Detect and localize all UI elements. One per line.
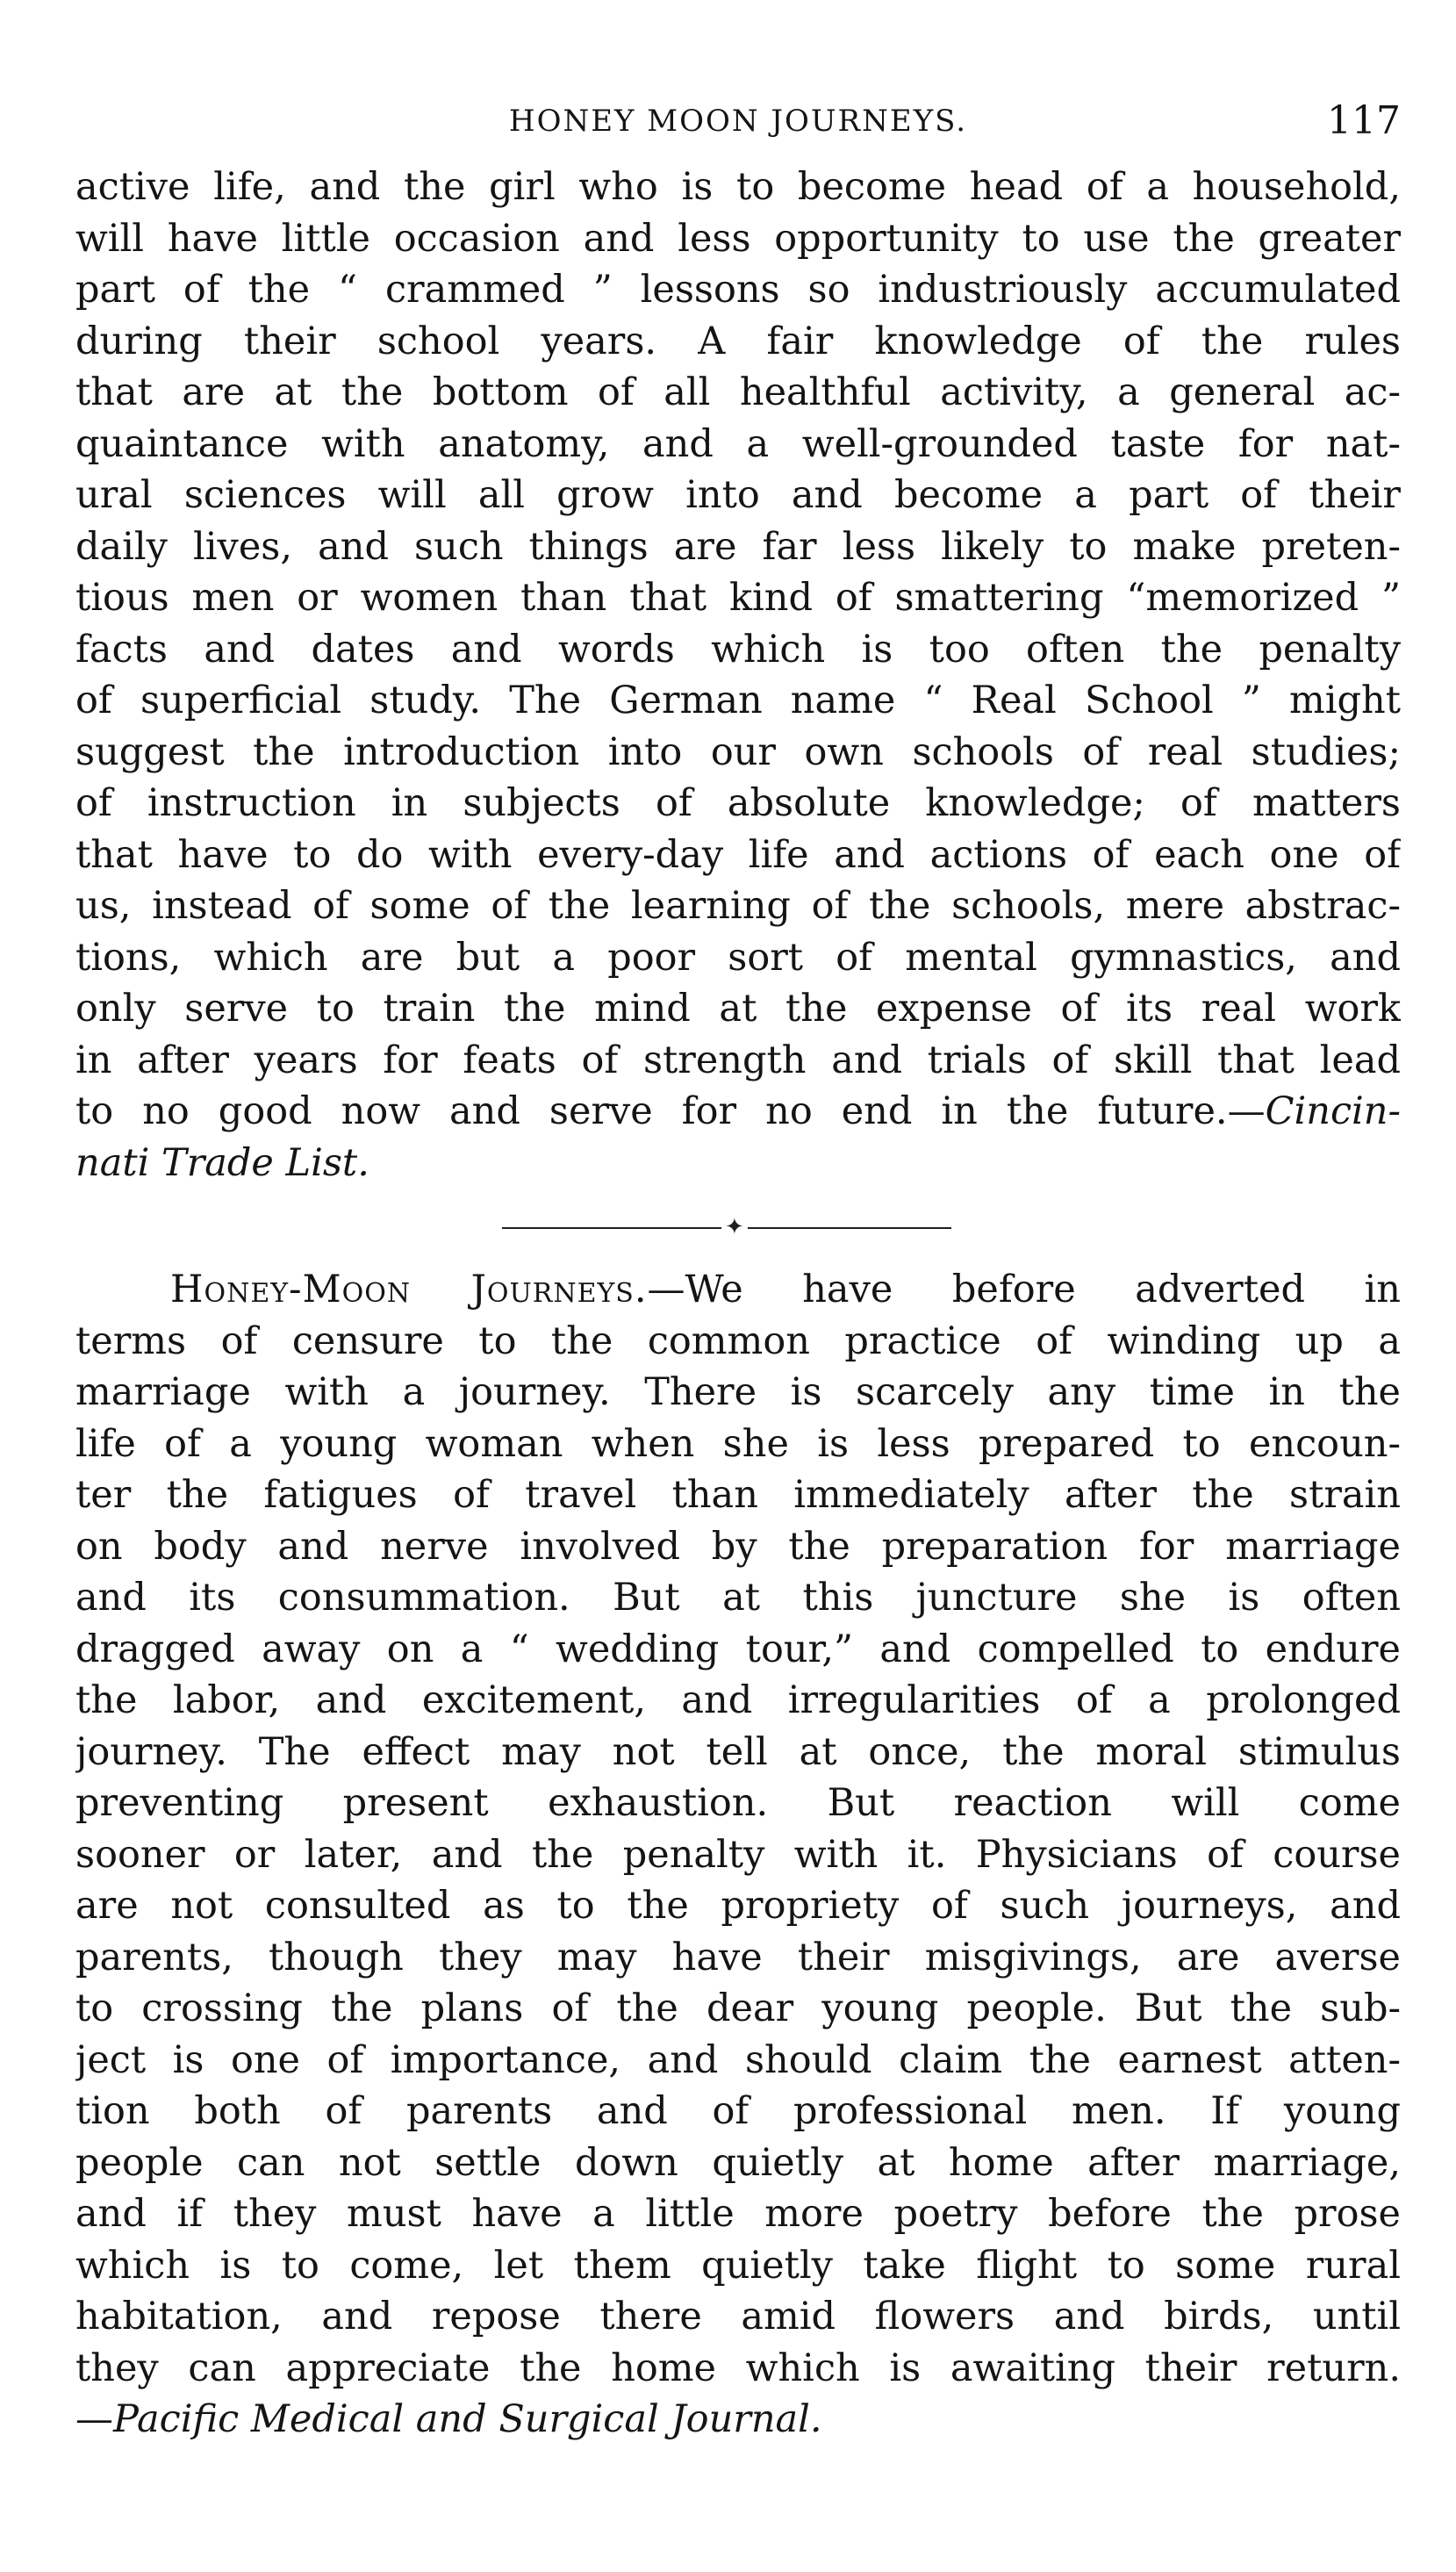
- text-line: in after years for feats of strength and trials of skill that lead: [75, 1038, 1401, 1082]
- text-line: facts and dates and words which is too often the penalty: [75, 627, 1401, 672]
- text-line: ject is one of importance, and should claim the earnest atten-: [75, 2037, 1401, 2082]
- text-line-body: —We have before adverted in: [647, 1268, 1401, 1311]
- running-title: HONEY MOON JOURNEYS.: [508, 104, 968, 139]
- text-line: and if they must have a little more poetry before the prose: [75, 2192, 1401, 2236]
- text-line: quaintance with anatomy, and a well-grounded taste for nat-: [75, 421, 1401, 466]
- paragraph: [75, 1264, 1401, 2446]
- section-divider: [75, 1197, 1401, 1259]
- text-line: dragged away on a “ wedding tour,” and compelled to endure: [75, 1627, 1401, 1671]
- source-citation: —Pacific Medical and Surgical Journal.: [75, 2397, 822, 2441]
- text-line: tion both of parents and of professional men. If young: [75, 2089, 1401, 2133]
- text-line: [75, 1086, 1401, 1138]
- text-line: habitation, and repose there amid flowers and birds, until: [75, 2295, 1401, 2339]
- text-line: during their school years. A fair knowledge of the rules: [75, 319, 1401, 363]
- text-line: daily lives, and such things are far less likely to make preten-: [75, 524, 1401, 569]
- source-citation-part2: nati Trade List.: [75, 1140, 369, 1185]
- text-line: terms of censure to the common practice of winding up a: [75, 1318, 1401, 1363]
- text-line: preventing present exhaustion. But reaction will come: [75, 1781, 1401, 1825]
- text-line: journey. The effect may not tell at once, the moral stimulus: [75, 1729, 1401, 1774]
- text-line: to crossing the plans of the dear young people. But the sub-: [75, 1986, 1401, 2030]
- article-cincinnati-trade-list: [75, 162, 1401, 1189]
- paragraph: [75, 162, 1401, 1189]
- article-honey-moon-journeys: [75, 1264, 1401, 2446]
- text-line: which is to come, let them quietly take flight to some rural: [75, 2243, 1401, 2288]
- text-line: people can not settle down quietly at home after marriage,: [75, 2140, 1401, 2185]
- text-line: suggest the introduction into our own schools of real studies;: [75, 729, 1401, 774]
- text-line: [75, 1138, 1401, 1189]
- text-line: [75, 1264, 1401, 1316]
- text-line: only serve to train the mind at the expense of its real work: [75, 987, 1401, 1031]
- text-line: parents, though they may have their misgivings, are averse: [75, 1935, 1401, 1979]
- text-line: that have to do with every-day life and actions of each one of: [75, 832, 1401, 877]
- text-line: are not consulted as to the propriety of such journeys, and: [75, 1884, 1401, 1928]
- source-citation-part1: Cincin-: [1265, 1089, 1401, 1133]
- text-line: tious men or women than that kind of smattering “memorized ”: [75, 576, 1401, 620]
- page: [75, 88, 1401, 2446]
- text-line: sooner or later, and the penalty with it. Physicians of course: [75, 1832, 1401, 1877]
- text-line: us, instead of some of the learning of the schools, mere abstrac-: [75, 884, 1401, 928]
- divider-ornament-icon: ✦: [721, 1216, 748, 1239]
- text-line: and its consummation. But at this juncture she is often: [75, 1576, 1401, 1620]
- text-line: ter the fatigues of travel than immediately after the strain: [75, 1473, 1401, 1517]
- text-line: marriage with a journey. There is scarcely any time in the: [75, 1370, 1401, 1414]
- text-line: on body and nerve involved by the preparation for marriage: [75, 1524, 1401, 1569]
- article-heading: Honey-Moon Journeys.: [170, 1268, 648, 1311]
- text-line: of superficial study. The German name “ Real School ” might: [75, 679, 1401, 722]
- page-number: 117: [1327, 98, 1401, 143]
- text-line: of instruction in subjects of absolute knowledge; of matters: [75, 781, 1401, 825]
- text-line: they can appreciate the home which is awaiting their return.: [75, 2346, 1401, 2390]
- text-line: part of the “ crammed ” lessons so industriously accumulated: [75, 268, 1401, 312]
- running-head: [75, 88, 1401, 143]
- text-line: [75, 2394, 1401, 2446]
- text-line: tions, which are but a poor sort of mental gymnastics, and: [75, 935, 1401, 980]
- text-line: that are at the bottom of all healthful activity, a general ac-: [75, 370, 1401, 414]
- text-line: active life, and the girl who is to become head of a household,: [75, 165, 1401, 209]
- text-line: ural sciences will all grow into and become a part of their: [75, 473, 1401, 517]
- text-line: life of a young woman when she is less prepared to encoun-: [75, 1421, 1401, 1466]
- text-line: will have little occasion and less opportunity to use the greater: [75, 216, 1401, 261]
- text-line-body: to no good now and serve for no end in the future.—: [75, 1089, 1266, 1133]
- text-line: the labor, and excitement, and irregularities of a prolonged: [75, 1678, 1401, 1722]
